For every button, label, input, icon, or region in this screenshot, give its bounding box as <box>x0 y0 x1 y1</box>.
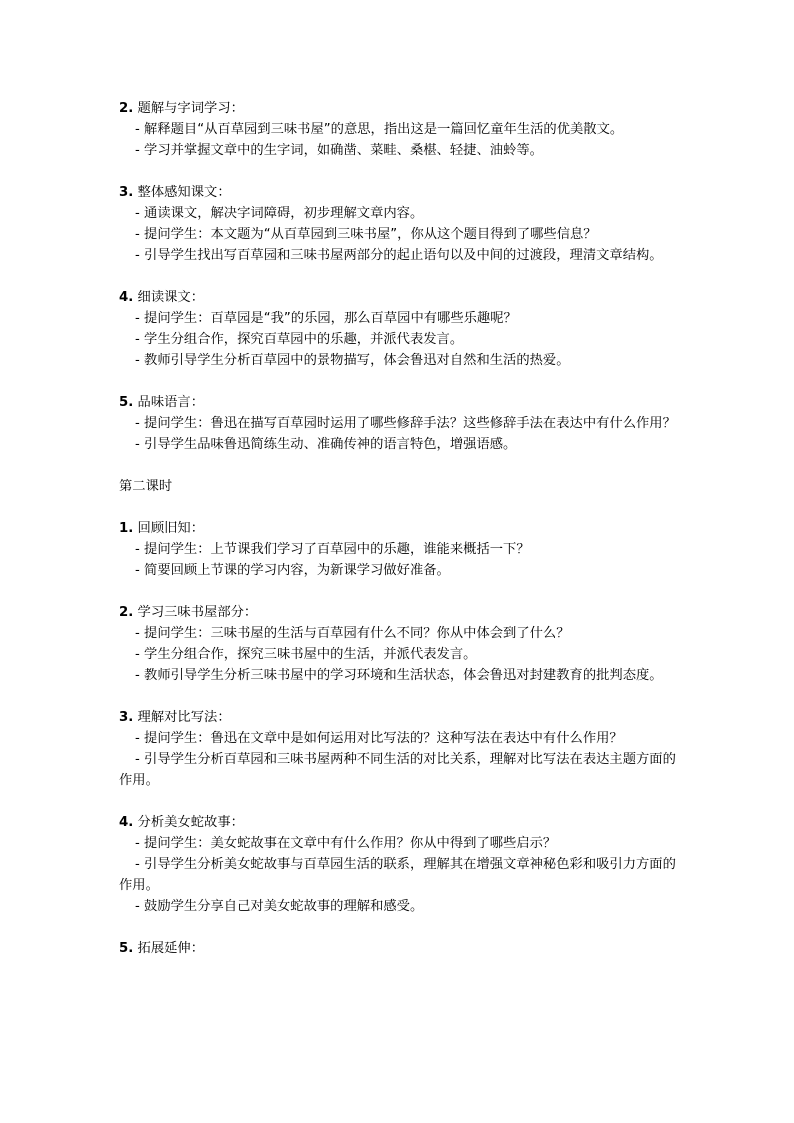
list-item: - 学生分组合作，探究百草园中的乐趣，并派代表发言。 <box>135 332 464 347</box>
section-heading: 2. 学习三味书屋部分： <box>119 605 258 620</box>
list-item: - 引导学生找出写百草园和三味书屋两部分的起止语句以及中间的过渡段，理清文章结构。 <box>135 248 663 263</box>
section-heading: 5. 拓展延伸： <box>119 941 205 956</box>
list-item: - 提问学生：美女蛇故事在文章中有什么作用？你从中得到了哪些启示？ <box>135 836 557 851</box>
section-language-appreciation <box>119 392 679 455</box>
lesson-two-title: 第二课时 <box>119 479 173 494</box>
list-item: - 提问学生：本文题为“从百草园到三味书屋”，你从这个题目得到了哪些信息？ <box>135 227 597 242</box>
section-overall-perception <box>119 182 679 266</box>
list-item: - 引导学生品味鲁迅简练生动、准确传神的语言特色，增强语感。 <box>135 437 517 452</box>
list-item: - 提问学生：上节课我们学习了百草园中的乐趣，谁能来概括一下？ <box>135 542 530 557</box>
list-item: - 学生分组合作，探究三味书屋中的生活，并派代表发言。 <box>135 647 477 662</box>
section-heading: 2. 题解与字词学习： <box>119 101 244 116</box>
section-extension <box>119 938 679 959</box>
list-item: - 解释题目“从百草园到三味书屋”的意思，指出这是一篇回忆童年生活的优美散文。 <box>135 122 624 137</box>
list-item: - 教师引导学生分析三味书屋中的学习环境和生活状态，体会鲁迅对封建教育的批判态度。 <box>135 668 663 683</box>
section-sanwei-study <box>119 602 679 686</box>
section-contrast-writing <box>119 707 679 791</box>
section-heading: 5. 品味语言： <box>119 395 205 410</box>
section-title-explanation <box>119 98 679 161</box>
section-heading: 1. 回顾旧知： <box>119 521 205 536</box>
list-item: - 引导学生分析美女蛇故事与百草园生活的联系，理解其在增强文章神秘色彩和吸引力方面的作用。 <box>119 857 676 893</box>
list-item: - 教师引导学生分析百草园中的景物描写，体会鲁迅对自然和生活的热爱。 <box>135 353 570 368</box>
section-heading: 4. 分析美女蛇故事： <box>119 815 244 830</box>
section-heading: 3. 整体感知课文： <box>119 185 231 200</box>
section-heading: 4. 细读课文： <box>119 290 205 305</box>
list-item: - 提问学生：鲁迅在文章中是如何运用对比写法的？这种写法在表达中有什么作用？ <box>135 731 623 746</box>
list-item: - 提问学生：鲁迅在描写百草园时运用了哪些修辞手法？这些修辞手法在表达中有什么作用？ <box>135 416 676 431</box>
section-review <box>119 518 679 581</box>
section-heading: 3. 理解对比写法： <box>119 710 231 725</box>
list-item: - 提问学生：百草园是“我”的乐园，那么百草园中有哪些乐趣呢？ <box>135 311 517 326</box>
list-item: - 引导学生分析百草园和三味书屋两种不同生活的对比关系，理解对比写法在表达主题方面的作用。 <box>119 752 676 788</box>
section-snake-story <box>119 812 679 917</box>
list-item: - 简要回顾上节课的学习内容，为新课学习做好准备。 <box>135 563 450 578</box>
list-item: - 学习并掌握文章中的生字词，如确凿、菜畦、桑椹、轻捷、油蛉等。 <box>135 143 543 158</box>
list-item: - 鼓励学生分享自己对美女蛇故事的理解和感受。 <box>135 899 424 914</box>
section-close-reading <box>119 287 679 371</box>
document-page <box>119 98 679 980</box>
list-item: - 提问学生：三味书屋的生活与百草园有什么不同？你从中体会到了什么？ <box>135 626 570 641</box>
list-item: - 通读课文，解决字词障碍，初步理解文章内容。 <box>135 206 424 221</box>
